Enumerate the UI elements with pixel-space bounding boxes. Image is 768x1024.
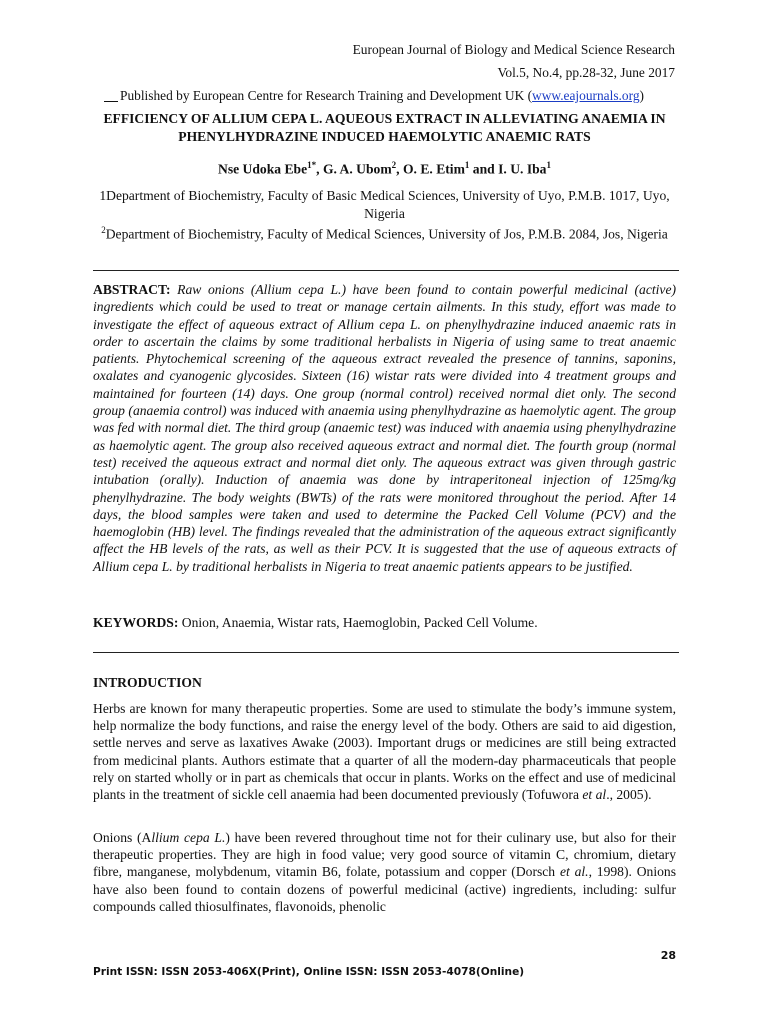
abstract-text: Raw onions (Allium cepa L.) have been found to contain powerful medicinal (active) ingredients which could be used to treat or manage certain ailments. In this study, effort was made to investigate the effect of aqueous extract of Allium cepa L. on phenylhydrazine induced anaemic rats in order to ascertain the claims by some traditional herbalists in Nigeria of using same to treat anaemic patients. Phytochemical screening of the aqueous extract revealed the presence of tannins, saponins, oxalates and cyanogenic glycosides. Sixteen (16) wistar rats were divided into 4 treatment groups and maintained for fourteen (14) days. One group (normal control) received normal diet only. The second group (anaemia control) was induced with anaemia using phenylhydrazine as haemolytic agent. The group was fed with normal diet. The third group (anaemic test) was induced with anaemia using phenylhydrazine as haemolytic agent. The group also received aqueous extract and normal diet. The fourth group (normal test) received the aqueous extract and normal diet only. The aqueous extract was given through gastric intubation (orally). Induction of anaemia was done by intraperitoneal injection of 125mg/kg phenylhydrazine. The body weights (BWTs) of the rats were monitored throughout the period. After 14 days, the blood samples were taken and used to determine the Packed Cell Volume (PCV) and the haemoglobin (HB) level. The findings revealed that the administration of the aqueous extract significantly affect the HB levels of the rats, as well as their PCV. It is suggested that the use of aqueous extracts of Allium cepa L. by traditional herbalists in Nigeria to treat anaemic patients appears to be justified. bbox=[93, 282, 676, 574]
p2-text-b: ) have been revered throughout time not for their culinary use, but also for their therapeutic properties. They are high in food value; very good source of vitamin C, chromium, dietary fibre, manganese, molybdenum, vitamin B6, folate, potassium and copper (Dorsch bbox=[93, 830, 676, 880]
author-list bbox=[93, 156, 676, 179]
introduction-heading: INTRODUCTION bbox=[93, 675, 202, 690]
author-separator: , bbox=[396, 161, 403, 177]
volume-info: Vol.5, No.4, pp.28-32, June 2017 bbox=[497, 65, 675, 80]
author-separator: , bbox=[316, 161, 323, 177]
keywords-text: Onion, Anaemia, Wistar rats, Haemoglobin, Packed Cell Volume. bbox=[181, 615, 538, 630]
issn-footer: Print ISSN: ISSN 2053-406X(Print), Online ISSN: ISSN 2053-4078(Online) bbox=[93, 966, 525, 978]
page-number: 28 bbox=[660, 949, 676, 962]
p1-etal: et al bbox=[582, 787, 607, 803]
introduction-paragraph-1 bbox=[93, 700, 676, 803]
journal-website-link[interactable]: www.eajournals.org bbox=[532, 88, 640, 103]
p2-species: llium cepa L. bbox=[151, 830, 226, 845]
paper-title: EFFICIENCY OF ALLIUM CEPA L. AQUEOUS EXTRACT IN ALLEVIATING ANAEMIA IN PHENYLHYDRAZINE INDUCED HAEMOLYTIC ANAEMIC RATS bbox=[103, 111, 666, 144]
author-name: O. E. Etim bbox=[402, 161, 465, 177]
affiliation-2-text: Department of Biochemistry, Faculty of Medical Sciences, University of Jos, P.M.B. 2084, Jos, Nigeria bbox=[105, 226, 668, 242]
author-name: I. U. Iba bbox=[498, 161, 547, 177]
author-affiliation-marker: 1* bbox=[307, 160, 317, 170]
keywords-label: KEYWORDS: bbox=[93, 615, 179, 630]
affiliation-1: 1Department of Biochemistry, Faculty of Basic Medical Sciences, University of Uyo, P.M.B. 1017, Uyo, Nigeria bbox=[99, 188, 670, 221]
author-separator: and bbox=[469, 161, 499, 177]
p2-text-a: Onions (A bbox=[93, 830, 152, 845]
author-name: G. A. Ubom bbox=[322, 161, 392, 177]
publisher-text: Published by European Centre for Research Training and Development UK ( bbox=[120, 88, 533, 103]
abstract bbox=[93, 281, 676, 575]
p2-etal: et al. bbox=[559, 864, 589, 880]
publisher-line bbox=[104, 88, 644, 104]
author-affiliation-marker: 1 bbox=[464, 160, 470, 170]
introduction-paragraph-2 bbox=[93, 829, 676, 915]
p1-end: ., 2005). bbox=[606, 787, 652, 803]
author-name: Nse Udoka Ebe bbox=[218, 161, 308, 177]
publisher-close: ) bbox=[639, 88, 644, 103]
affiliation-2-marker: 2 bbox=[101, 225, 106, 235]
abstract-top-divider bbox=[93, 270, 679, 271]
author-affiliation-marker: 2 bbox=[391, 160, 397, 170]
underline-mark bbox=[104, 101, 118, 102]
journal-name: European Journal of Biology and Medical Science Research bbox=[352, 42, 675, 57]
p2-text-c: , 1998). Onions have also been found to contain dozens of powerful medicinal (active) ingredients, including: sulfur compounds called thiosulfinates, flavonoids, phenolic bbox=[93, 864, 677, 914]
author-affiliation-marker: 1 bbox=[546, 160, 551, 170]
affiliation-2 bbox=[93, 221, 676, 244]
p1-text: Herbs are known for many therapeutic properties. Some are used to stimulate the body’s immune system, help normalize the body functions, and raise the energy level of the body. Others are said to aid digestion, settle nerves and serve as laxatives Awake (2003). Important drugs or medicines are still being extracted from medicinal plants. Authors estimate that a quarter of all the modern-day pharmaceuticals that people rely on started wholly or in part as chemicals that occur in plants. Works on the effect and use of medicinal plants in the treatment of sickle cell anaemia had been documented previously (Tofuwora bbox=[93, 701, 676, 803]
abstract-label: ABSTRACT: bbox=[93, 282, 171, 297]
keywords bbox=[93, 614, 676, 631]
abstract-bottom-divider bbox=[93, 652, 679, 653]
